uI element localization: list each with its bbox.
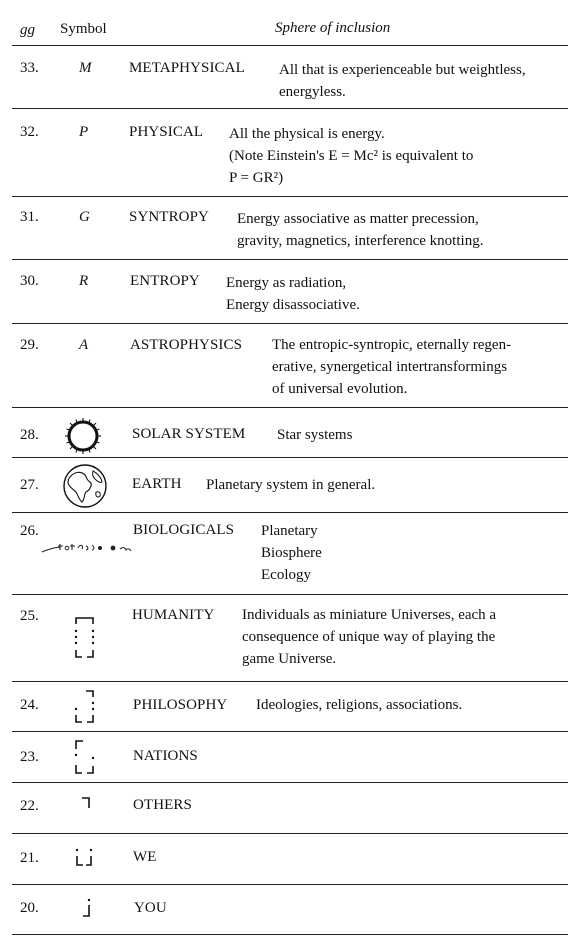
row-rule [12,681,568,682]
row-rule [12,407,568,408]
row-name: NATIONS [133,748,198,764]
description-line: Energy disassociative. [226,297,360,313]
row-rule [12,512,568,513]
row-description [237,208,562,252]
description-line: Planetary [261,523,318,539]
row-rule [12,731,568,732]
row-number: 25. [20,608,39,624]
row-number: 21. [20,850,39,866]
row-name: WE [133,849,157,865]
row-number: 26. [20,523,39,539]
dotted-bracket-box-icon [72,615,98,661]
row-rule [12,934,568,935]
table-header [0,0,576,46]
description-line: gravity, magnetics, interference knotting. [237,233,484,249]
row-name: EARTH [132,476,182,492]
row-symbol-letter: G [79,209,90,225]
description-line: Energy associative as matter precession, [237,211,479,227]
row-number: 30. [20,273,39,289]
column-header-symbol: Symbol [60,21,107,37]
description-line: energyless. [279,84,346,100]
row-name: BIOLOGICALS [133,522,235,538]
row-symbol-letter: P [79,124,89,140]
row-name: ASTROPHYSICS [130,337,243,353]
row-symbol-letter: R [79,273,89,289]
row-number: 27. [20,477,39,493]
row-description [242,604,562,670]
row-description [277,424,537,446]
description-line: Star systems [277,427,353,443]
row-number: 33. [20,60,39,76]
double-corner-icon [72,842,98,872]
row-name: METAPHYSICAL [129,60,245,76]
sun-icon [60,415,106,457]
description-line: All that is experienceable but weightless, [279,62,526,78]
row-number: 28. [20,427,39,443]
row-description [226,272,546,316]
row-rule [12,833,568,834]
row-number: 23. [20,749,39,765]
description-line: Energy as radiation, [226,275,347,291]
row-name: OTHERS [133,797,192,813]
row-description [206,474,506,496]
row-rule [12,323,568,324]
description-line: Biosphere [261,545,322,561]
row-rule [12,782,568,783]
row-number: 32. [20,124,39,140]
row-symbol-letter: M [79,60,92,76]
description-line: Individuals as miniature Universes, each a [242,607,497,623]
corner-bracket-icon [72,793,98,823]
row-rule [12,108,568,109]
row-symbol-letter: A [79,337,89,353]
row-number: 29. [20,337,39,353]
description-line: consequence of unique way of playing the [242,629,496,645]
header-rule [12,45,568,46]
row-rule [12,196,568,197]
row-name: HUMANITY [132,607,215,623]
row-description [256,694,556,716]
description-line: game Universe. [242,651,337,667]
description-line: All the physical is energy. [229,126,385,142]
row-name: YOU [134,900,167,916]
single-hook-icon [72,893,98,923]
row-name: PHYSICAL [129,124,204,140]
row-rule [12,259,568,260]
row-description [261,520,461,586]
row-name: SOLAR SYSTEM [132,426,246,442]
row-description [229,123,559,145]
row-number: 20. [20,900,39,916]
row-rule [12,884,568,885]
biosphere-squiggle-icon [40,538,135,558]
row-name: PHILOSOPHY [133,697,228,713]
description-line: Ecology [261,567,311,583]
description-line: (Note Einstein's E = Mc² is equivalent to [229,148,474,164]
row-name: SYNTROPY [129,209,209,225]
globe-icon [60,462,110,510]
row-number: 22. [20,798,39,814]
row-name: ENTROPY [130,273,200,289]
description-line: The entropic-syntropic, eternally regen- [272,337,512,353]
row-rule [12,457,568,458]
column-header-gg: gg [20,22,35,38]
row-description [279,59,563,103]
row-description-note [229,145,559,189]
row-rule [12,594,568,595]
description-line: P = GR²) [229,170,284,186]
row-number: 24. [20,697,39,713]
description-line: of universal evolution. [272,381,408,397]
description-line: erative, synergetical intertransformings [272,359,508,375]
partial-bracket-left-icon [72,738,98,778]
column-header-sphere: Sphere of inclusion [275,20,391,36]
row-number: 31. [20,209,39,225]
partial-bracket-right-icon [72,688,98,726]
description-line: Planetary system in general. [206,477,376,493]
row-description [272,334,564,400]
description-line: Ideologies, religions, associations. [256,697,463,713]
